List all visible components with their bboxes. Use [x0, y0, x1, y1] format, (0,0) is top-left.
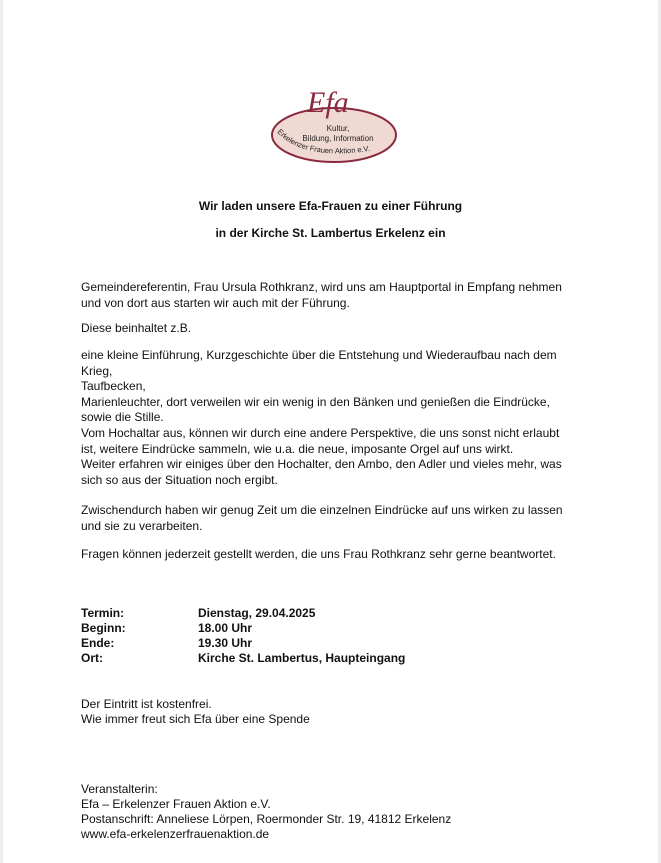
closing-line-2: Wie immer freut sich Efa über eine Spende: [81, 712, 310, 726]
detail-label: Beginn:: [81, 621, 126, 635]
detail-label: Ort:: [81, 651, 103, 665]
tour-list: [81, 348, 581, 488]
logo-ring-text: Erkelenzer Frauen Aktion e.V.: [275, 127, 371, 156]
list-line: Krieg,: [81, 363, 113, 378]
logo-tagline-2: Bildung, Information: [302, 134, 374, 143]
closing-note: [81, 697, 310, 727]
list-line: Taufbecken,: [81, 379, 146, 394]
list-line: eine kleine Einführung, Kurzgeschichte über die Entstehung und Wiederaufbau nach dem: [81, 348, 557, 362]
list-line: sich so aus der Situation noch ergibt.: [81, 472, 278, 487]
heading-line-2: in der Kirche St. Lambertus Erkelenz ein: [215, 226, 446, 240]
heading-line-1: Wir laden unsere Efa-Frauen zu einer Führung: [198, 199, 463, 213]
detail-value: Kirche St. Lambertus, Haupteingang: [198, 651, 406, 665]
logo-tagline-1: Kultur,: [326, 124, 350, 133]
includes-label: Diese beinhaltet z.B.: [81, 321, 192, 335]
intro-line-1: Gemeindereferentin, Frau Ursula Rothkranz, wird uns am Hauptportal in Empfang nehmen: [81, 280, 562, 294]
organizer-name: Efa – Erkelenzer Frauen Aktion e.V.: [81, 797, 271, 811]
in-between-line-2: und sie zu verarbeiten.: [81, 518, 203, 533]
organizer-website-link[interactable]: www.efa-erkelenzerfrauenaktion.de: [81, 827, 270, 841]
detail-label: Termin:: [81, 606, 125, 620]
efa-logo: [267, 84, 401, 166]
questions-paragraph: Fragen können jederzeit gestellt werden, die uns Frau Rothkranz sehr gerne beantwortet.: [81, 547, 556, 561]
organizer-label: Veranstalterin:: [81, 782, 158, 796]
intro-paragraph: [81, 280, 581, 311]
detail-value: 19.30 Uhr: [198, 636, 253, 650]
list-line: sowie die Stille.: [81, 410, 164, 425]
logo-brand: Efa: [307, 86, 349, 119]
in-between-line-1: Zwischendurch haben wir genug Zeit um die einzelnen Eindrücke auf uns wirken zu lassen: [81, 503, 563, 517]
organizer-address: Postanschrift: Anneliese Lörpen, Roermonder Str. 19, 41812 Erkelenz: [81, 812, 452, 826]
organizer-block: [81, 782, 451, 842]
detail-label: Ende:: [81, 636, 115, 650]
list-line: ist, weitere Eindrücke sammeln, wie u.a. die neue, imposante Orgel auf uns wirkt.: [81, 441, 514, 456]
list-line: Vom Hochaltar aus, können wir durch eine andere Perspektive, die uns sonst nicht erlaubt: [81, 425, 560, 440]
list-line: Marienleuchter, dort verweilen wir ein wenig in den Bänken und genießen die Eindrücke,: [81, 394, 550, 409]
list-line: Weiter erfahren wir einiges über den Hochalter, den Ambo, den Adler und vieles mehr, was: [81, 457, 562, 472]
intro-line-2: und von dort aus starten wir auch mit der Führung.: [81, 295, 350, 310]
detail-value: 18.00 Uhr: [198, 621, 253, 635]
in-between-paragraph: [81, 503, 581, 534]
closing-line-1: Der Eintritt ist kostenfrei.: [81, 697, 212, 711]
detail-value: Dienstag, 29.04.2025: [198, 606, 316, 620]
